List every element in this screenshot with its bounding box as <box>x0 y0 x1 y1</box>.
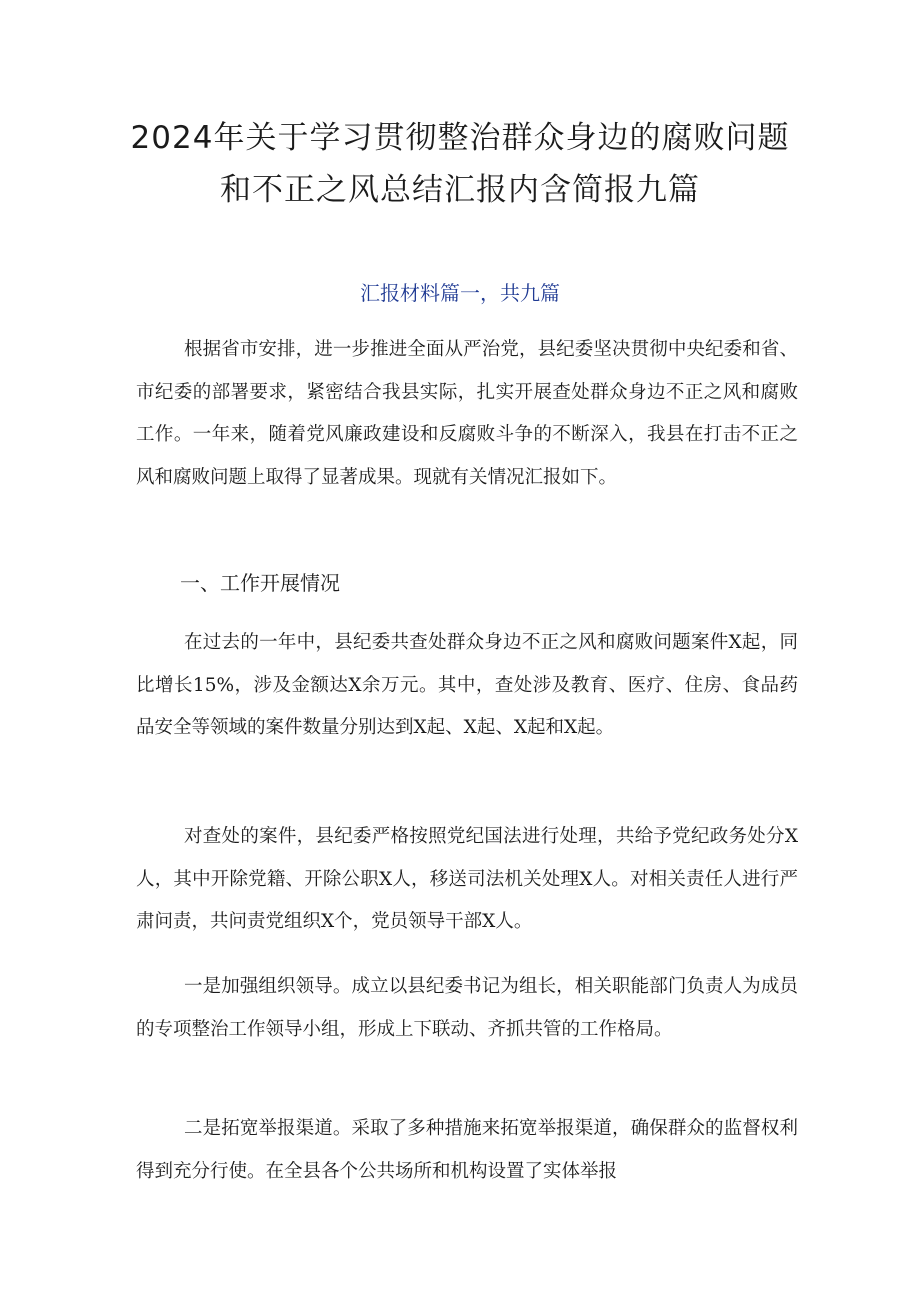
paragraph-leadership: 一是加强组织领导。成立以县纪委书记为组长，相关职能部门负责人为成员的专项整治工作领导小组，形成上下联动、齐抓共管的工作格局。 <box>136 976 798 1040</box>
document-subtitle: 汇报材料篇一，共九篇 <box>360 281 560 305</box>
paragraph-reporting-channels: 二是拓宽举报渠道。采取了多种措施来拓宽举报渠道，确保群众的监督权利得到充分行使。在全县各个公共场所和机构设置了实体举报 <box>136 1118 798 1182</box>
section-heading: 一、工作开展情况 <box>180 571 340 595</box>
paragraph-cases: 在过去的一年中，县纪委共查处群众身边不正之风和腐败问题案件X起，同比增长15%，涉及金额达X余万元。其中，查处涉及教育、医疗、住房、食品药品安全等领域的案件数量分别达到X起、X起、X起和X起。 <box>136 632 798 738</box>
document-title: 2024年关于学习贯彻整治群众身边的腐败问题和不正之风总结汇报内含简报九篇 <box>130 120 790 208</box>
paragraph-intro: 根据省市安排，进一步推进全面从严治党，县纪委坚决贯彻中央纪委和省、市纪委的部署要求，紧密结合我县实际，扎实开展查处群众身边不正之风和腐败工作。一年来，随着党风廉政建设和反腐败斗争的不断深入，我县在打击不正之风和腐败问题上取得了显著成果。现就有关情况汇报如下。 <box>136 339 798 488</box>
paragraph-handling: 对查处的案件，县纪委严格按照党纪国法进行处理，共给予党纪政务处分X人，其中开除党籍、开除公职X人，移送司法机关处理X人。对相关责任人进行严肃问责，共问责党组织X个，党员领导干部X人。 <box>136 826 798 932</box>
